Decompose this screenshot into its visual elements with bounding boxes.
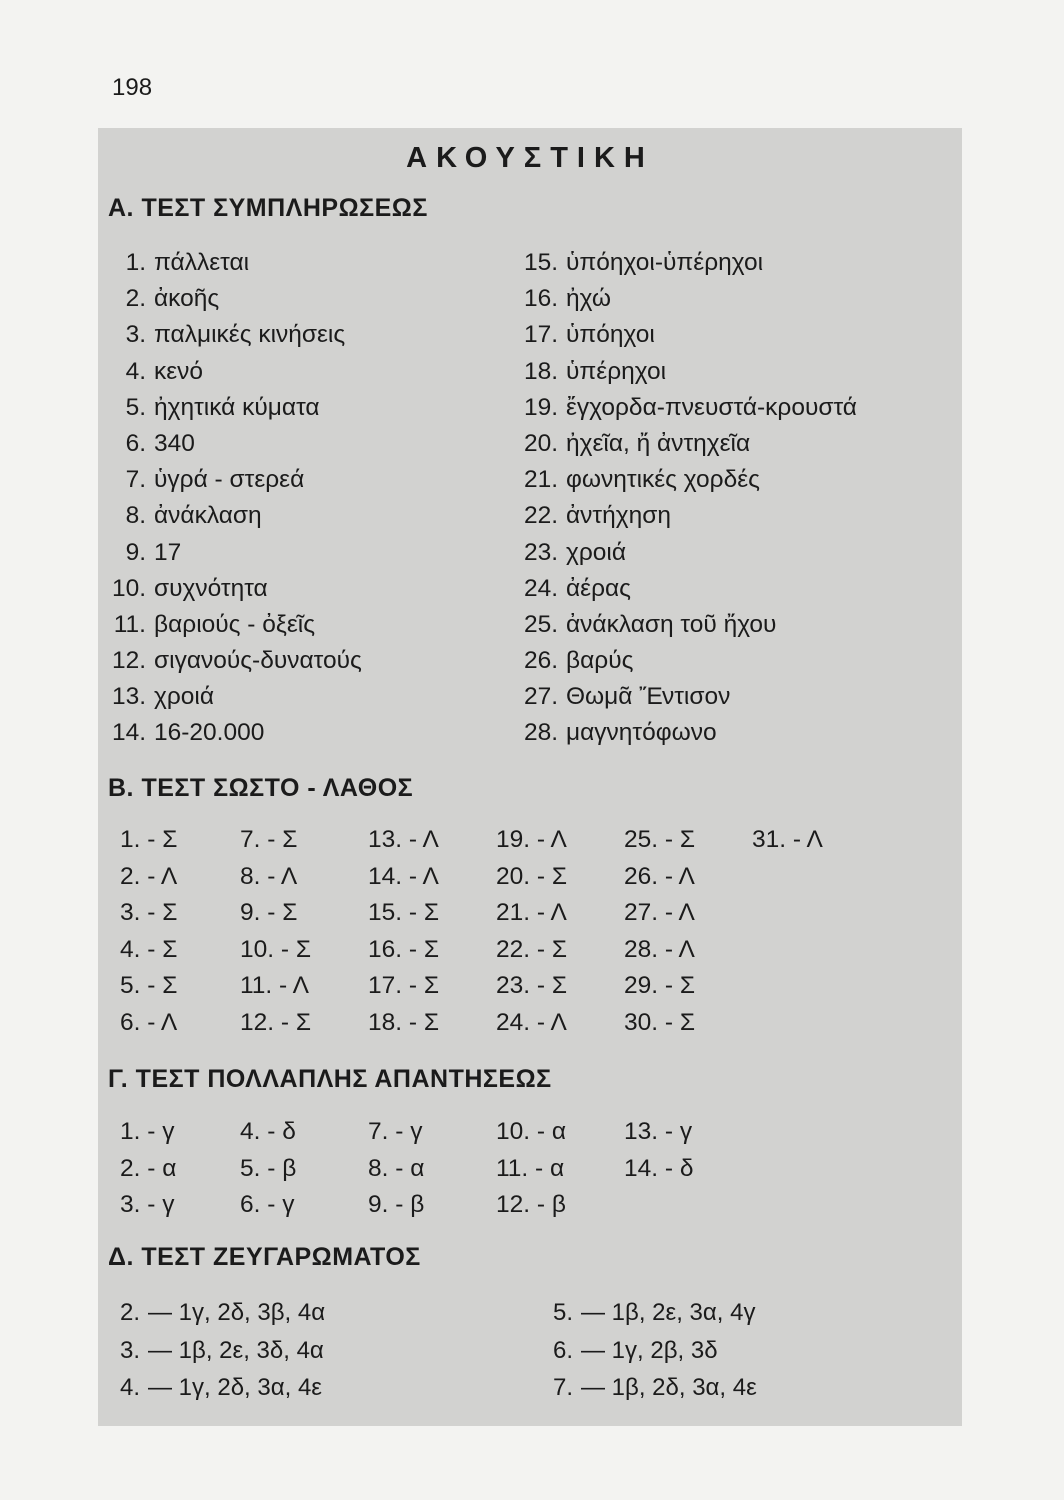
answer-cell	[752, 863, 852, 900]
list-item	[520, 643, 857, 679]
item-text: ὑπόηχοι	[566, 321, 655, 349]
item-text: — 1β, 2ε, 3α, 4γ	[581, 1299, 756, 1326]
list-item	[108, 281, 362, 317]
item-text: — 1β, 2ε, 3δ, 4α	[148, 1336, 324, 1364]
answer-cell: 4. - Σ	[120, 935, 178, 963]
answer-cell: 3. - Σ	[120, 899, 178, 927]
item-number: 17.	[523, 321, 558, 349]
item-number: 5.	[553, 1299, 574, 1326]
item-text: — 1β, 2δ, 3α, 4ε	[581, 1374, 757, 1401]
list-item	[520, 317, 857, 353]
item-text: μαγνητόφωνο	[566, 719, 717, 747]
list-item	[108, 462, 362, 498]
list-item	[108, 715, 362, 751]
item-text: — 1γ, 2β, 3δ	[581, 1336, 718, 1364]
list-item	[520, 281, 857, 317]
section-d-title: Δ. ΤΕΣΤ ΖΕΥΓΑΡΩΜΑΤΟΣ	[108, 1243, 421, 1271]
answer-cell: 17. - Σ	[368, 972, 439, 1000]
list-item	[520, 571, 857, 607]
item-text: χροιά	[154, 683, 215, 711]
list-item	[108, 245, 362, 281]
list-item	[108, 317, 362, 353]
section-c-grid	[120, 1118, 734, 1228]
section-a-right-list	[520, 245, 857, 752]
answer-cell: 29. - Σ	[624, 972, 695, 1000]
answer-cell: 14. - δ	[624, 1154, 694, 1182]
list-item	[520, 354, 857, 390]
answer-cell: 26. - Λ	[624, 862, 695, 890]
section-d-left-list	[120, 1294, 325, 1407]
answer-cell: 1. - Σ	[120, 826, 178, 853]
item-number: 4.	[125, 357, 146, 385]
list-item	[520, 715, 857, 751]
answer-cell: 11. - Λ	[240, 972, 310, 1000]
answer-cell: 19. - Λ	[496, 826, 567, 853]
item-number: 20.	[523, 429, 558, 457]
item-number: 16.	[523, 285, 558, 313]
section-c-title: Γ. ΤΕΣΤ ΠΟΛΛΑΠΛΗΣ ΑΠΑΝΤΗΣΕΩΣ	[108, 1065, 552, 1093]
item-number: 23.	[523, 538, 558, 566]
answer-cell: 30. - Σ	[624, 1008, 695, 1036]
answer-cell	[752, 936, 852, 973]
answer-cell: 12. - β	[496, 1191, 566, 1218]
answer-cell: 10. - Σ	[240, 935, 311, 963]
item-number: 6.	[553, 1336, 574, 1364]
item-number: 18.	[523, 357, 558, 385]
item-text: συχνότητα	[154, 574, 268, 602]
answer-cell: 18. - Σ	[368, 1008, 439, 1036]
answer-cell: 9. - Σ	[240, 899, 298, 927]
list-item	[108, 571, 362, 607]
item-text: ἀνάκλαση τοῦ ἤχου	[566, 610, 777, 638]
answer-cell: 23. - Σ	[496, 972, 567, 1000]
item-text: βαρύς	[566, 647, 634, 675]
item-number: 6.	[125, 429, 146, 457]
item-text: βαριούς - ὀξεῖς	[154, 610, 316, 638]
item-number: 3.	[125, 321, 146, 349]
answer-cell	[752, 972, 852, 1009]
list-item	[120, 1369, 325, 1407]
answer-cell: 6. - Λ	[120, 1008, 178, 1036]
item-text: ὑπόηχοι-ὑπέρηχοι	[566, 249, 764, 276]
list-item	[108, 354, 362, 390]
list-item	[520, 462, 857, 498]
item-text: ἀντήχηση	[566, 502, 671, 530]
item-text: πάλλεται	[154, 249, 250, 276]
list-item	[520, 535, 857, 571]
item-number: 22.	[523, 502, 558, 530]
item-number: 5.	[125, 393, 146, 421]
answer-cell	[624, 1191, 734, 1228]
item-number: 4.	[120, 1374, 141, 1401]
list-item	[553, 1369, 757, 1407]
item-text: ὑπέρηχοι	[566, 357, 667, 385]
answer-cell: 13. - γ	[624, 1118, 693, 1145]
answer-cell: 24. - Λ	[496, 1008, 567, 1036]
item-text: σιγανούς-δυνατούς	[154, 647, 362, 675]
item-number: 24.	[523, 574, 558, 602]
item-number: 21.	[523, 466, 558, 494]
answer-cell: 2. - α	[120, 1154, 177, 1182]
item-text: φωνητικές χορδές	[566, 466, 760, 494]
list-item	[520, 679, 857, 715]
item-number: 7.	[125, 466, 146, 494]
answer-cell: 7. - γ	[368, 1118, 423, 1145]
list-item	[108, 390, 362, 426]
answer-cell: 22. - Σ	[496, 935, 567, 963]
item-number: 2.	[120, 1299, 141, 1326]
answer-cell: 8. - Λ	[240, 862, 298, 890]
item-text: ἠχώ	[566, 285, 611, 313]
item-number: 7.	[553, 1374, 574, 1401]
list-item	[520, 607, 857, 643]
item-number: 27.	[523, 683, 558, 711]
answer-cell: 20. - Σ	[496, 862, 567, 890]
section-d-right-list	[553, 1294, 757, 1407]
item-number: 11.	[113, 610, 146, 638]
answer-cell: 16. - Σ	[368, 935, 439, 963]
item-text: χροιά	[566, 538, 627, 566]
list-item	[120, 1332, 325, 1370]
answer-cell: 13. - Λ	[368, 826, 439, 853]
answer-cell: 31. - Λ	[752, 826, 823, 853]
list-item	[553, 1294, 757, 1332]
section-a-title: Α. ΤΕΣΤ ΣΥΜΠΛΗΡΩΣΕΩΣ	[108, 194, 428, 222]
list-item	[108, 607, 362, 643]
answer-cell: 2. - Λ	[120, 862, 178, 890]
item-number: 26.	[523, 647, 558, 675]
item-number: 19.	[523, 393, 558, 421]
item-text: Θωμᾶ Ἔντισον	[566, 683, 731, 711]
answer-cell: 28. - Λ	[624, 935, 695, 963]
answer-cell: 7. - Σ	[240, 826, 298, 853]
item-number: 12.	[111, 647, 146, 675]
item-text: ἀκοῆς	[154, 285, 220, 313]
item-text: ἀνάκλαση	[154, 502, 262, 530]
answer-cell: 14. - Λ	[368, 862, 439, 890]
item-text: 17	[154, 538, 182, 566]
item-text: ἠχητικά κύματα	[154, 393, 320, 421]
item-number: 28.	[523, 719, 558, 747]
item-text: ὑγρά - στερεά	[154, 466, 305, 494]
item-number: 14.	[111, 719, 146, 747]
answer-cell: 21. - Λ	[496, 899, 567, 927]
item-text: 16-20.000	[154, 719, 265, 747]
list-item	[520, 245, 857, 281]
answer-cell: 25. - Σ	[624, 826, 695, 853]
section-b-title: Β. ΤΕΣΤ ΣΩΣΤΟ - ΛΑΘΟΣ	[108, 774, 414, 802]
answer-cell	[752, 1009, 852, 1046]
answer-cell: 8. - α	[368, 1154, 425, 1182]
list-item	[520, 426, 857, 462]
item-text: παλμικές κινήσεις	[154, 321, 346, 349]
answer-cell: 12. - Σ	[240, 1008, 311, 1036]
answer-cell: 10. - α	[496, 1118, 566, 1145]
item-number: 15.	[523, 249, 558, 276]
list-item	[108, 498, 362, 534]
item-text: 340	[154, 429, 195, 457]
list-item	[108, 535, 362, 571]
item-text: ἔγχορδα-πνευστά-κρουστά	[566, 393, 857, 421]
item-number: 1.	[125, 249, 146, 276]
answer-cell: 5. - β	[240, 1154, 297, 1182]
list-item	[108, 643, 362, 679]
page-number: 198	[112, 74, 153, 101]
item-text: κενό	[154, 357, 204, 385]
answer-cell: 15. - Σ	[368, 899, 439, 927]
answer-cell: 3. - γ	[120, 1191, 175, 1218]
item-number: 10.	[111, 574, 146, 602]
list-item	[108, 679, 362, 715]
answer-cell: 4. - δ	[240, 1118, 296, 1145]
answer-cell: 11. - α	[496, 1154, 565, 1182]
item-number: 13.	[111, 683, 146, 711]
answer-cell: 9. - β	[368, 1191, 425, 1218]
answer-cell: 6. - γ	[240, 1191, 295, 1218]
list-item	[520, 390, 857, 426]
list-item	[520, 498, 857, 534]
chapter-title: ΑΚΟΥΣΤΙΚΗ	[406, 142, 654, 174]
item-text: ἠχεῖα, ἤ ἀντηχεῖα	[566, 429, 751, 457]
item-number: 8.	[125, 502, 146, 530]
answer-cell: 5. - Σ	[120, 972, 178, 1000]
answer-cell	[752, 899, 852, 936]
list-item	[108, 426, 362, 462]
item-number: 9.	[125, 538, 146, 566]
list-item	[553, 1332, 757, 1370]
section-a-left-list	[108, 245, 362, 752]
answer-cell: 1. - γ	[120, 1118, 175, 1145]
answer-cell: 27. - Λ	[624, 899, 695, 927]
section-b-grid	[120, 826, 852, 1046]
answers-panel	[98, 128, 962, 1426]
item-number: 25.	[523, 610, 558, 638]
list-item	[120, 1294, 325, 1332]
item-text: — 1γ, 2δ, 3β, 4α	[148, 1299, 326, 1326]
item-number: 3.	[120, 1336, 141, 1364]
item-text: — 1γ, 2δ, 3α, 4ε	[148, 1374, 322, 1401]
item-number: 2.	[125, 285, 146, 313]
item-text: ἀέρας	[566, 574, 631, 602]
